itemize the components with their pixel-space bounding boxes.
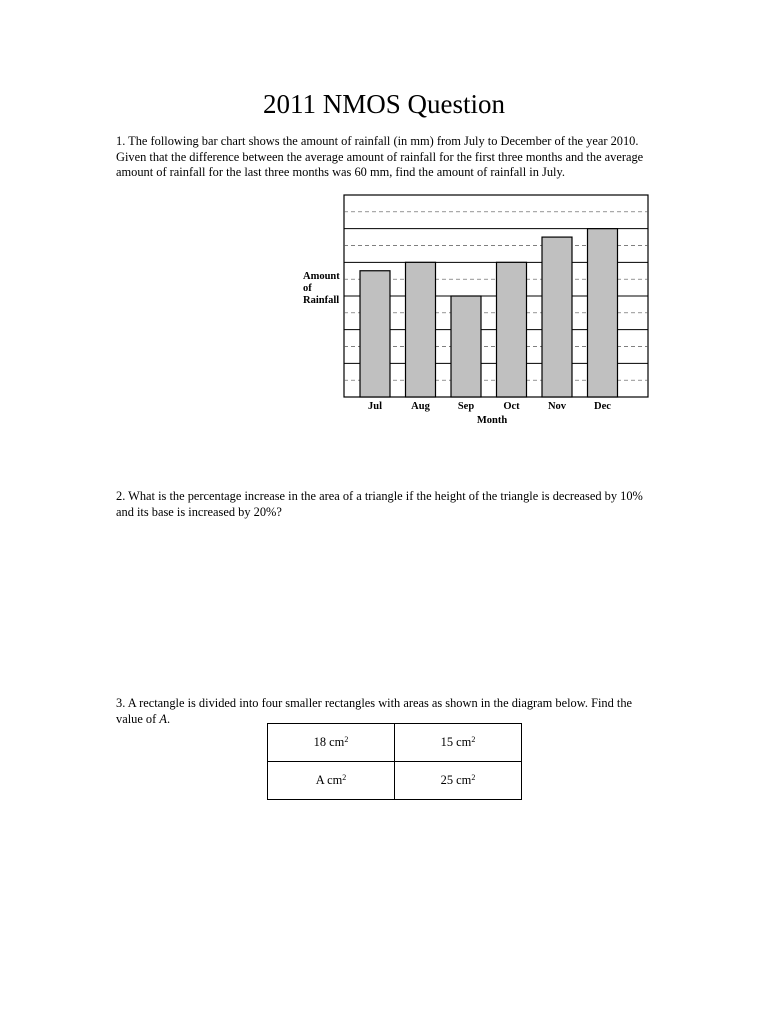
- area-unit: cm: [456, 735, 472, 749]
- area-cell-a: [268, 762, 395, 800]
- area-unit: cm: [329, 735, 345, 749]
- bar-aug: [406, 262, 436, 397]
- area-cell-25: [395, 762, 522, 800]
- area-value: 15: [440, 735, 454, 749]
- question-2-text: 2. What is the percentage increase in the area of a triangle if the height of the triangle is decreased by 10% and its base is increased by 20%?: [116, 489, 643, 519]
- area-value: 18: [313, 735, 327, 749]
- bar-sep: [451, 296, 481, 397]
- variable-a: A: [159, 711, 167, 726]
- x-tick-label-aug: Aug: [411, 401, 430, 412]
- x-tick-label-sep: Sep: [457, 401, 475, 412]
- area-exponent: 2: [471, 735, 476, 744]
- x-tick-label-nov: Nov: [547, 401, 567, 412]
- x-tick-label-jul: Jul: [367, 401, 383, 412]
- x-tick-label-dec: Dec: [594, 401, 611, 412]
- x-tick-label-oct: Oct: [503, 401, 520, 412]
- y-axis-label-line-2: of: [303, 283, 312, 294]
- area-cell-15: [395, 724, 522, 762]
- question-3-text-part: 3. A rectangle is divided into four smaller rectangles with areas as shown in the diagram below. Find the value of: [116, 696, 633, 726]
- area-diagram: [267, 723, 522, 800]
- chart-x-ticks: [368, 401, 611, 412]
- area-row-bottom: [268, 762, 522, 800]
- area-exponent: 2: [471, 773, 476, 782]
- bar-nov: [542, 237, 572, 397]
- y-axis-label-line-3: Rainfall: [303, 295, 340, 306]
- area-value: 25: [440, 773, 454, 787]
- area-exponent: 2: [344, 735, 349, 744]
- bar-jul: [360, 271, 390, 397]
- rainfall-bar-chart: [296, 190, 656, 430]
- area-unit: cm: [327, 773, 343, 787]
- area-unit: cm: [456, 773, 472, 787]
- area-row-top: [268, 724, 522, 762]
- bar-dec: [588, 229, 618, 397]
- area-value: A: [315, 773, 324, 787]
- area-cell-18: [268, 724, 395, 762]
- area-exponent: 2: [342, 773, 347, 782]
- x-axis-label: Month: [476, 415, 508, 426]
- page-title: 2011 NMOS Question: [262, 89, 505, 119]
- bar-oct: [497, 262, 527, 397]
- question-1-text: 1. The following bar chart shows the amount of rainfall (in mm) from July to December of the year 2010. Given that the difference between the average amount of rainfall for the first three months and the average amount of rainfall for the last three months was 60 mm, find the amount of rainfall in July.: [116, 134, 644, 179]
- question-3-text-end: .: [166, 711, 171, 726]
- y-axis-label-line-1: Amount: [303, 271, 340, 282]
